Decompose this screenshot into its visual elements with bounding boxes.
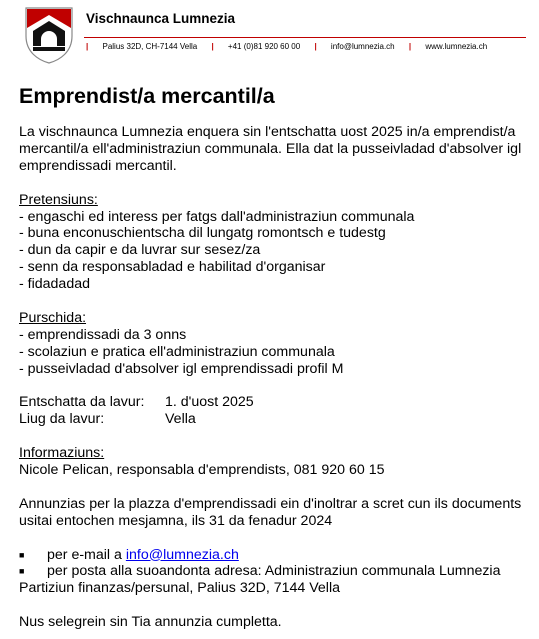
email-link[interactable]: info@lumnezia.ch [125, 546, 239, 563]
document-body [19, 83, 524, 631]
post-address: Partiziun finanzas/persunal, Palius 32D, 7144 Vella [19, 580, 340, 597]
requirements-heading: Pretensiuns: [19, 191, 98, 208]
phone-text: +41 (0)81 920 60 00 [227, 42, 301, 51]
list-item: - scolaziun e pratica ell'administraziun communala [19, 343, 335, 360]
closing-line: Nus selegrein sin Tia annunzia cumpletta. [19, 614, 282, 631]
bullet-icon: ■ [19, 566, 25, 577]
start-date-label: Entschatta da lavur: [19, 394, 145, 411]
address-text: Palius 32D, CH-7144 Vella [102, 42, 198, 51]
divider: | [86, 42, 89, 51]
list-item: - dun da capir e da luvrar sur sesez/za [19, 242, 261, 259]
workplace-label: Liug da lavur: [19, 411, 105, 428]
info-heading: Informaziuns: [19, 445, 105, 462]
page-title: Emprendist/a mercantil/a [19, 84, 275, 108]
email-bullet-text [47, 547, 239, 564]
offer-heading: Purschida: [19, 309, 87, 326]
email-prefix: per e-mail a [47, 546, 126, 563]
email-text: info@lumnezia.ch [330, 42, 395, 51]
org-name: Vischnaunca Lumnezia [86, 11, 236, 26]
divider: | [314, 42, 317, 51]
bullet-icon: ■ [19, 549, 25, 560]
offer-list [19, 327, 524, 378]
list-item: - pusseivladad d'absolver igl emprendissadi profil M [19, 360, 344, 377]
intro-paragraph: La vischnaunca Lumnezia enquera sin l'entschatta uost 2025 in/a emprendist/a mercantil/a ell'administraziun communala. Ella dat la pusseivladad d'absolver igl emprendissadi mercantil. [19, 124, 522, 174]
list-item: - senn da responsabladad e habilitad d'organisar [19, 259, 326, 276]
contact-row [84, 42, 497, 51]
municipal-coat-of-arms-icon [24, 6, 74, 64]
start-date-value: 1. d'uost 2025 [165, 394, 254, 411]
start-date-row [19, 394, 524, 411]
divider: | [408, 42, 412, 51]
list-item: - engaschi ed interess per fatgs dall'administraziun communala [19, 208, 415, 225]
info-contact: Nicole Pelican, responsabla d'emprendists, 081 920 60 15 [19, 462, 385, 479]
post-bullet-text: per posta alla suoandonta adresa: Administraziun communala Lumnezia [47, 563, 501, 580]
email-bullet [19, 547, 524, 564]
list-item: - fidadadad [19, 276, 90, 293]
website-text: www.lumnezia.ch [425, 42, 488, 51]
divider: | [211, 42, 214, 51]
letterhead-rule [84, 37, 526, 38]
post-bullet [19, 563, 524, 580]
workplace-value: Vella [165, 411, 196, 428]
list-item: - buna enconuschientscha dil lungatg romontsch e tudestg [19, 225, 386, 242]
requirements-list [19, 209, 524, 294]
workplace-row [19, 411, 524, 428]
application-paragraph: Annunzias per la plazza d'emprendissadi ein d'inoltrar a scret cun ils documents usitai entochen mesjamna, ils 31 da fenadur 2024 [19, 495, 522, 529]
letterhead [0, 0, 539, 70]
list-item: - emprendissadi da 3 onns [19, 326, 187, 343]
